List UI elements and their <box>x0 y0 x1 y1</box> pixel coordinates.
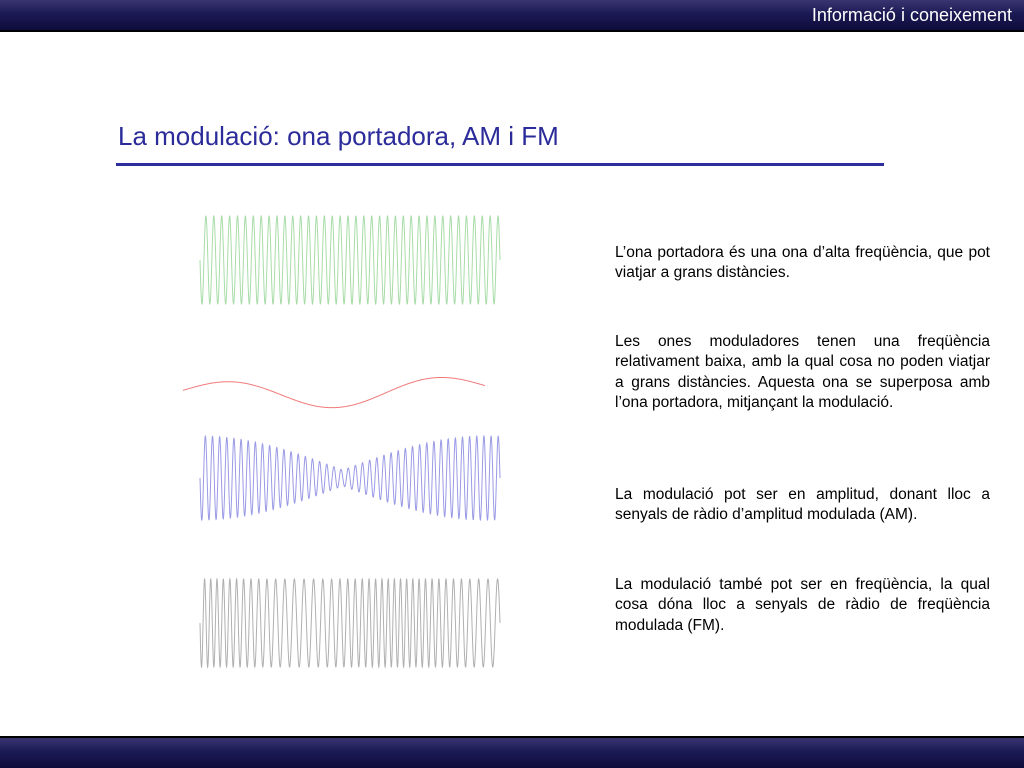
slide-title: La modulació: ona portadora, AM i FM <box>118 121 559 151</box>
fm-description: La modulació també pot ser en freqüència, la qual cosa dóna lloc a senyals de ràdio de freqüència modulada (FM). <box>615 576 990 634</box>
am-wave <box>200 436 500 520</box>
footer-band <box>0 736 1024 768</box>
modulating-description: Les ones moduladores tenen una freqüència relativament baixa, amb la qual cosa no poden viatjar a grans distàncies. Aquesta ona se superposa amb l’ona portadora, mitjançant la modulació. <box>615 333 990 412</box>
fm-wave <box>200 579 500 667</box>
am-description: La modulació pot ser en amplitud, donant lloc a senyals de ràdio d’amplitud modulada (AM). <box>615 486 990 524</box>
header-label: Informació i coneixement <box>811 5 1012 25</box>
carrier-wave <box>200 216 500 304</box>
modulating-wave <box>183 377 485 407</box>
carrier-description: L’ona portadora és una ona d’alta freqüència, que pot viatjar a grans distàncies. <box>615 244 990 282</box>
